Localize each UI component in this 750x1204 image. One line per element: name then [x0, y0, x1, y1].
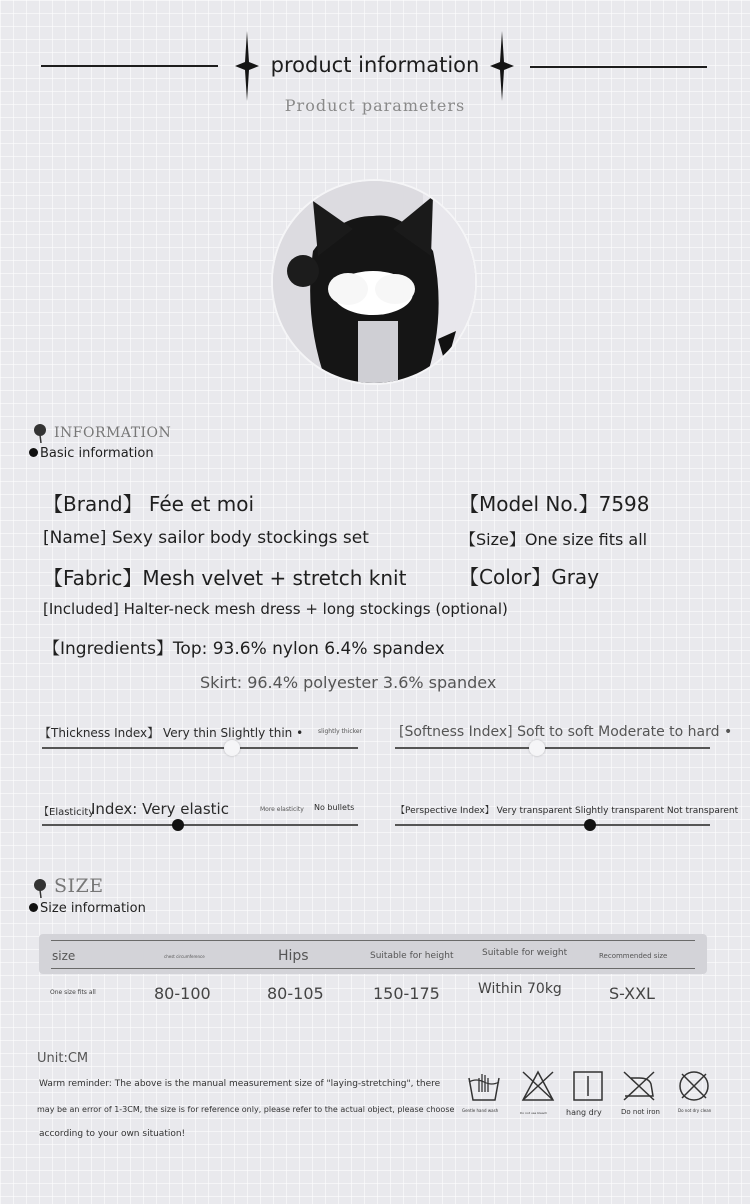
perspective-track	[395, 824, 710, 826]
size-table-header	[39, 934, 707, 974]
softness-slider-knob	[529, 740, 545, 756]
spec-fabric: 【Fabric】Mesh velvet + stretch knit	[43, 566, 407, 590]
col-header-weight: Suitable for weight	[482, 948, 568, 958]
col-header-recommended: Recommended size	[599, 952, 668, 960]
spec-color: 【Color】Gray	[459, 565, 600, 589]
hang-dry-icon	[570, 1068, 606, 1104]
reminder-line-1: Warm reminder: The above is the manual measurement size of "laying-stretching", there	[39, 1079, 441, 1089]
elasticity-index-label: Index: Very elastic	[91, 800, 229, 818]
col-header-height: Suitable for height	[370, 951, 454, 961]
care-label-no-iron: Do not iron	[621, 1108, 660, 1116]
cell-recommended: S-XXL	[609, 984, 655, 1003]
header-bottom-rule	[51, 968, 695, 969]
bullet-dot-size	[29, 903, 38, 912]
rose-icon	[32, 423, 48, 443]
thickness-track	[42, 747, 358, 749]
col-header-size: size	[52, 949, 76, 963]
unit-label: Unit:CM	[37, 1051, 89, 1066]
perspective-index-label: 【Perspective Index】 Very transparent Slightly transparent Not transparent	[396, 806, 739, 816]
bullet-dot	[29, 448, 38, 457]
elasticity-index-end: No bullets	[314, 803, 355, 812]
basic-information-label	[29, 446, 154, 461]
no-bleach-icon	[520, 1068, 556, 1104]
spec-size: 【Size】One size fits all	[460, 530, 648, 549]
care-label-hang-dry: hang dry	[566, 1108, 602, 1117]
col-header-hips: Hips	[278, 948, 309, 964]
hand-wash-icon	[466, 1068, 502, 1104]
care-label-hand-wash: Gentle hand wash	[462, 1108, 499, 1113]
spec-ingredients: 【Ingredients】Top: 93.6% nylon 6.4% spandex	[43, 639, 445, 659]
page-title: product information	[270, 53, 480, 77]
product-photo	[271, 179, 477, 385]
size-heading: SIZE	[54, 875, 104, 897]
spec-skirt: Skirt: 96.4% polyester 3.6% spandex	[200, 673, 497, 692]
spec-name: [Name] Sexy sailor body stockings set	[43, 528, 369, 548]
thickness-slider-knob	[224, 740, 240, 756]
softness-track	[395, 747, 710, 749]
care-label-no-bleach: Do not use bleach	[520, 1111, 548, 1115]
elasticity-track	[42, 824, 358, 826]
basic-information-text: Basic information	[40, 446, 154, 461]
spec-included: [Included] Halter-neck mesh dress + long stockings (optional)	[43, 600, 508, 618]
care-label-no-dry-clean: Do not dry clean	[678, 1108, 712, 1113]
reminder-line-3: according to your own situation!	[39, 1129, 186, 1139]
cell-chest: 80-100	[154, 984, 211, 1003]
size-information-text: Size information	[40, 901, 146, 916]
cell-height: 150-175	[373, 984, 440, 1003]
rose-icon-size	[32, 878, 48, 898]
product-photo-illustration	[273, 181, 477, 385]
perspective-slider-knob	[584, 819, 596, 831]
cell-hips: 80-105	[267, 984, 324, 1003]
cell-weight: Within 70kg	[478, 981, 562, 997]
cell-size: One size fits all	[50, 989, 96, 996]
softness-index-label: [Softness Index] Soft to soft Moderate to hard •	[399, 724, 733, 740]
reminder-line-2: may be an error of 1-3CM, the size is for reference only, please refer to the actual object, please choose	[37, 1105, 455, 1114]
thickness-index-label: 【Thickness Index】 Very thin Slightly thin •	[39, 726, 304, 740]
col-header-chest: chest circumference	[164, 954, 205, 959]
information-heading: INFORMATION	[54, 425, 172, 441]
header-top-rule	[51, 940, 695, 941]
page-subtitle: Product parameters	[284, 96, 466, 115]
elasticity-index-mid: More elasticity	[260, 806, 304, 813]
spec-model: 【Model No.】7598	[459, 492, 650, 516]
elasticity-index-label-small: 【Elasticity	[39, 807, 95, 818]
elasticity-slider-knob	[172, 819, 184, 831]
no-dry-clean-icon	[676, 1068, 712, 1104]
spec-brand: 【Brand】 Fée et moi	[43, 492, 255, 516]
thickness-index-extra: slightly thicker	[318, 728, 363, 735]
size-information-label	[29, 901, 146, 916]
no-iron-icon	[621, 1068, 657, 1104]
